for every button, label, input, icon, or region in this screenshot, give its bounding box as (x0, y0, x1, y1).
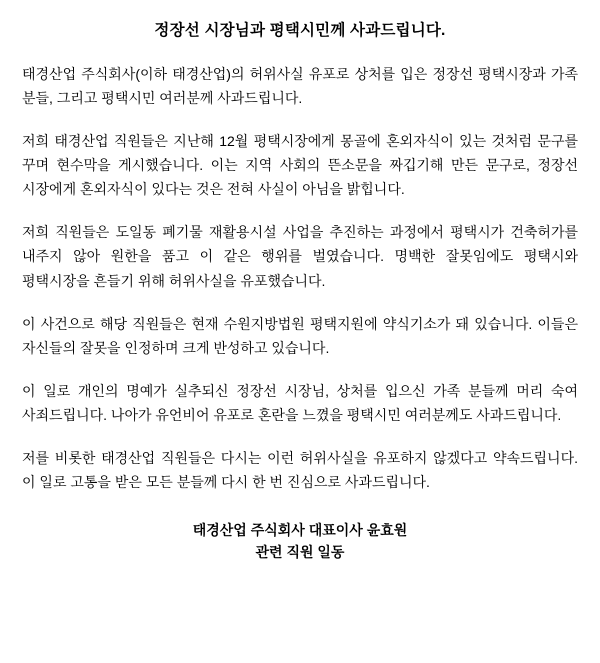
paragraph-2: 저희 태경산업 직원들은 지난해 12월 평택시장에게 몽골에 혼외자식이 있는 것처럼 문구를 꾸며 현수막을 게시했습니다. 이는 지역 사회의 뜬소문을 짜깁기해 만든 문구로, 정장선 시장에게 혼외자식이 있다는 것은 전혀 사실이 아님을 밝힙니다. (22, 133, 578, 198)
paragraph-3: 저희 직원들은 도일동 폐기물 재활용시설 사업을 추진하는 과정에서 평택시가 건축허가를 내주지 않아 원한을 품고 이 같은 행위를 벌였습니다. 명백한 잘못임에도 평택시와 평택시장을 흔들기 위해 허위사실을 유포했습니다. (22, 224, 578, 289)
paragraph-1: 태경산업 주식회사(이하 태경산업)의 허위사실 유포로 상처를 입은 정장선 평택시장과 가족 분들, 그리고 평택시민 여러분께 사과드립니다. (22, 66, 578, 107)
signature-company-line: 태경산업 주식회사 대표이사 윤효원 (192, 522, 408, 539)
paragraph-6: 저를 비롯한 태경산업 직원들은 다시는 이런 허위사실을 유포하지 않겠다고 약속드립니다. 이 일로 고통을 받은 모든 분들께 다시 한 번 진심으로 사과드립니다. (22, 449, 578, 491)
signature-block (22, 520, 578, 563)
paragraph-5: 이 일로 개인의 명예가 실추되신 정장선 시장님, 상처를 입으신 가족 분들께 머리 숙여 사죄드립니다. 나아가 유언비어 유포로 혼란을 느꼈을 평택시민 여러분께도 사과드립니다. (22, 382, 578, 423)
document-title: 정장선 시장님과 평택시민께 사과드립니다. (154, 22, 446, 39)
signature-employees-line: 관련 직원 일동 (255, 543, 345, 560)
paragraph-4: 이 사건으로 해당 직원들은 현재 수원지방법원 평택지원에 약식기소가 돼 있습니다. 이들은 자신들의 잘못을 인정하며 크게 반성하고 있습니다. (22, 315, 578, 356)
